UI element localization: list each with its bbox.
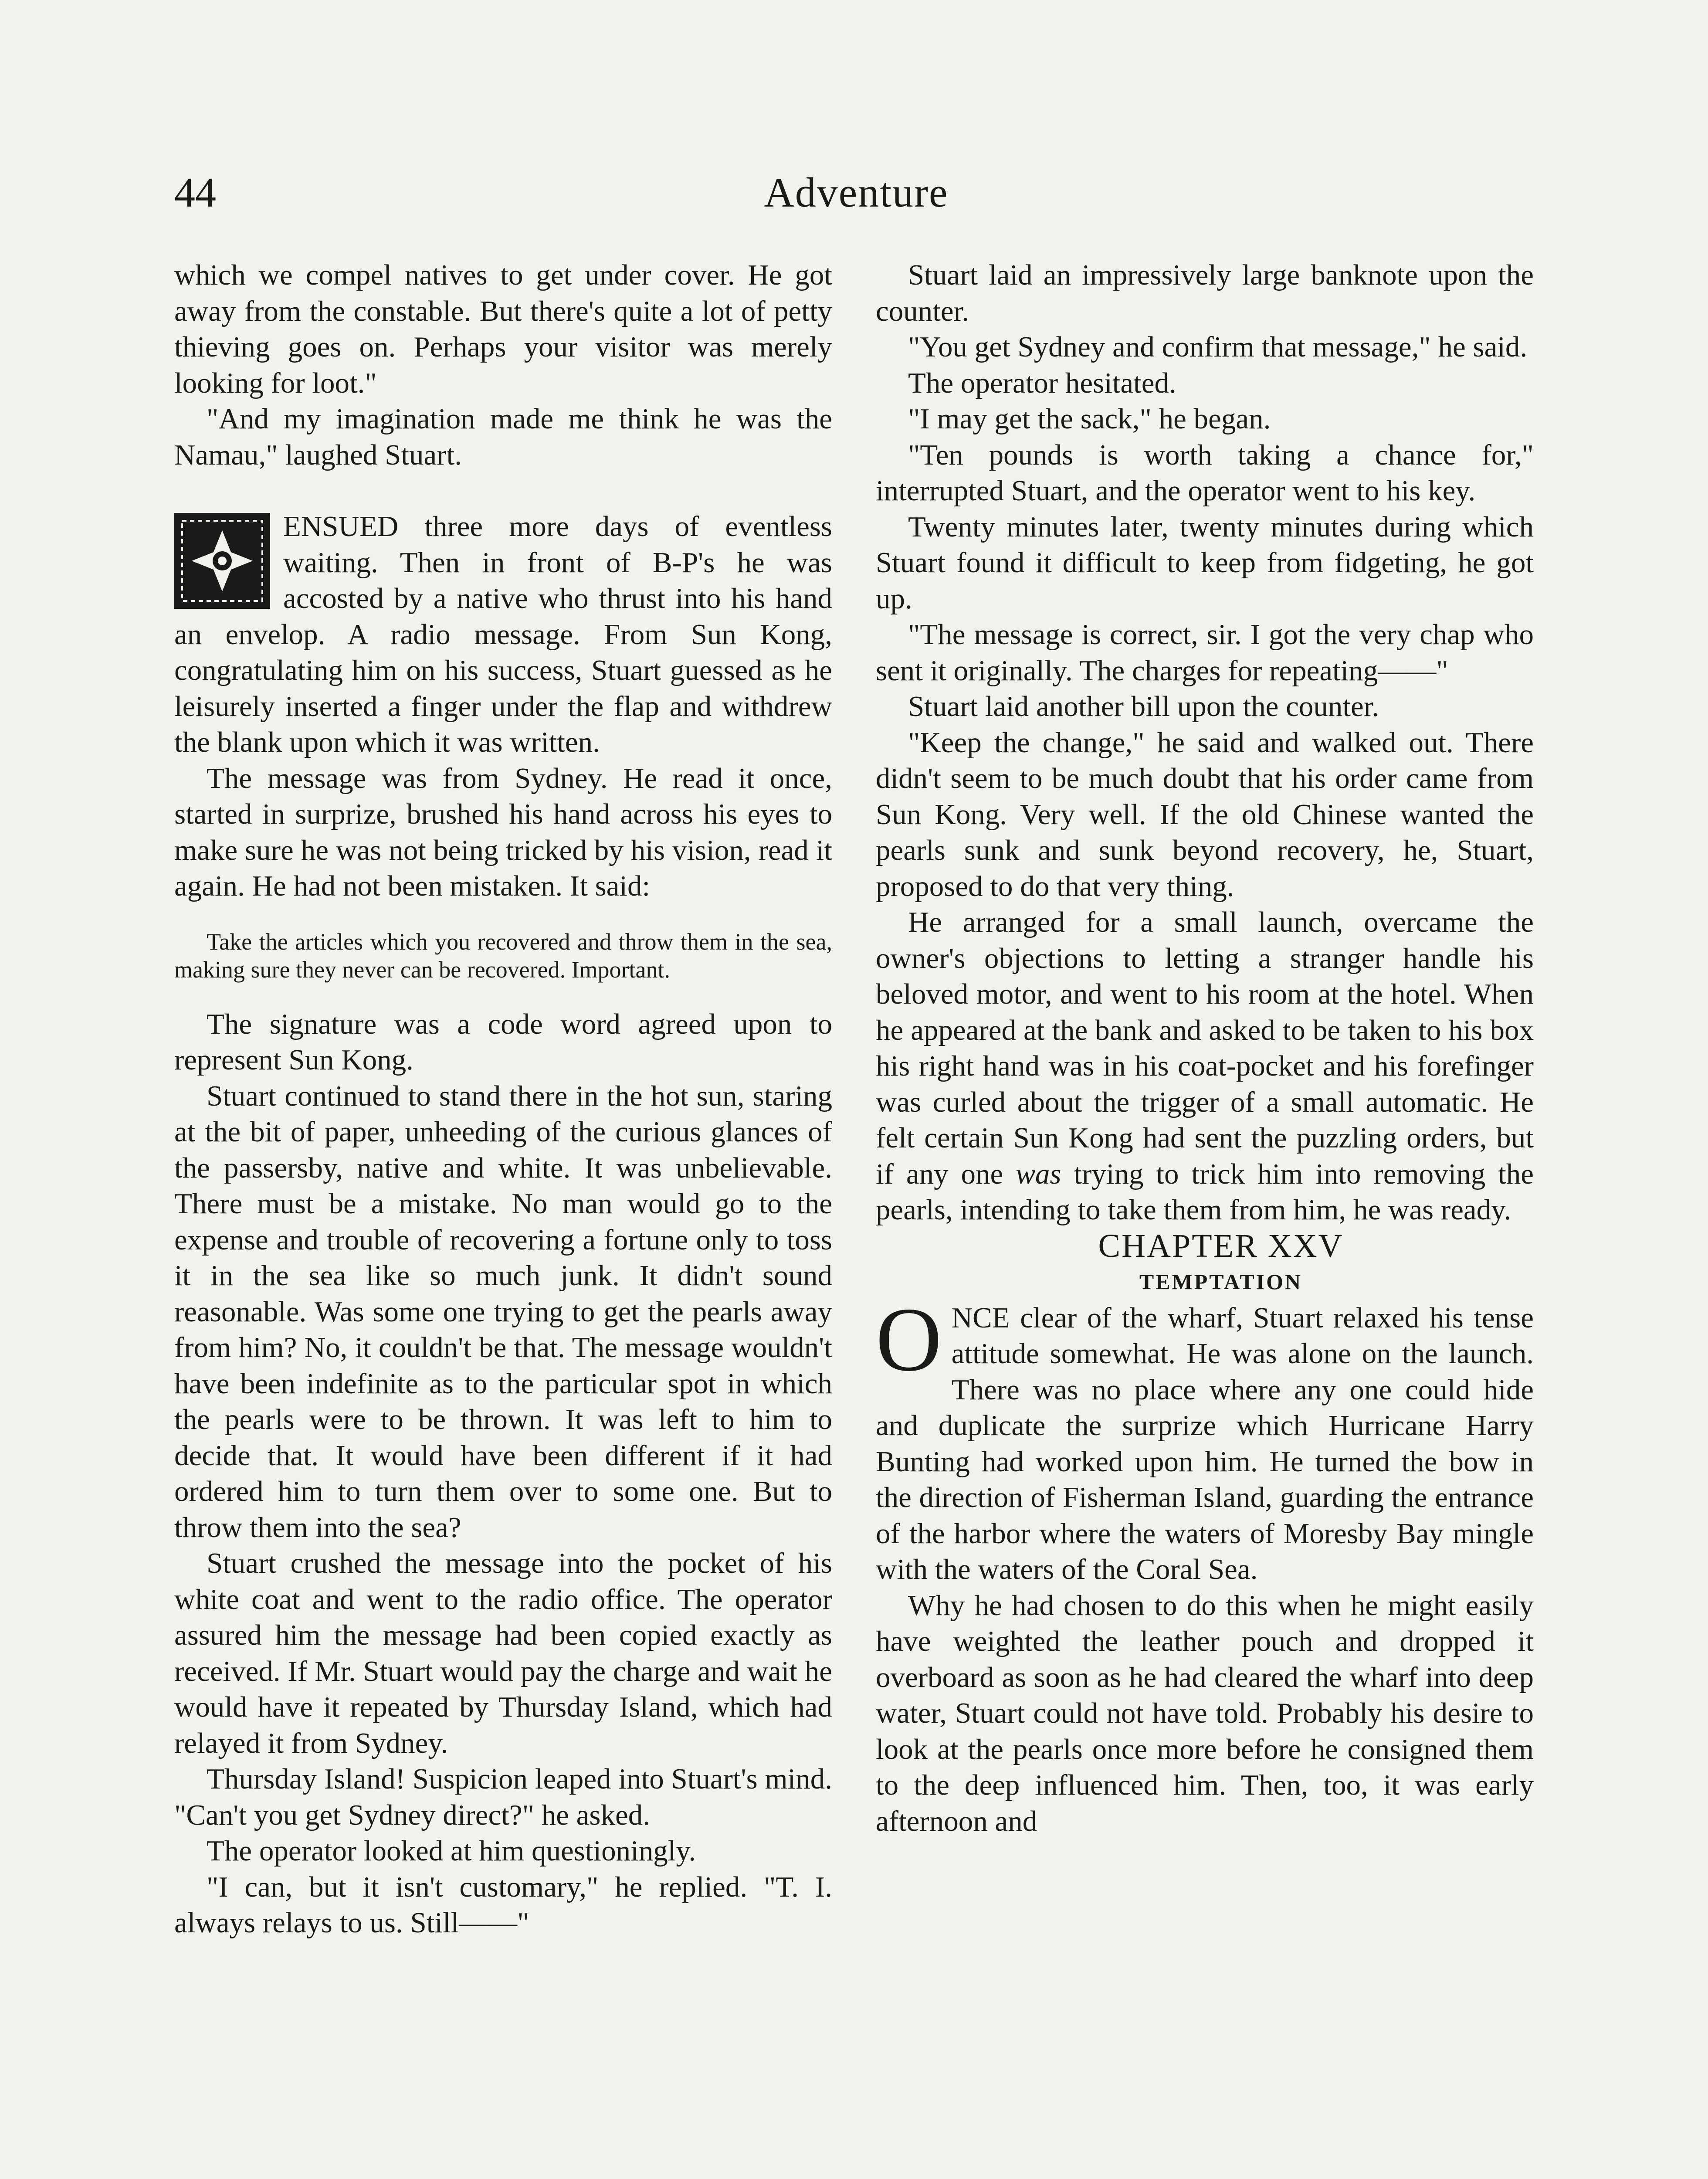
left-column [174, 257, 832, 1941]
paragraph: Stuart continued to stand there in the hot sun, staring at the bit of paper, unheeding of the curious glances of the passersby, native and white. It was unbelievable. There must be a mistake. No man would go to the expense and trouble of recovering a fortune only to toss it in the sea like so much junk. It didn't sound reasonable. Was some one trying to get the pearls away from him? No, it couldn't be that. The message wouldn't have been indefinite as to the particular spot in which the pearls were to be thrown. It was left to him to decide that. It would have been different if it had ordered him to turn them over to some one. But to throw them into the sea? [174, 1079, 832, 1544]
quote-text: Take the articles which you recovered and throw them in the sea, making sure they never can be recovered. Important. [174, 928, 832, 983]
paragraph: The signature was a code word agreed upon to represent Sun Kong. [174, 1008, 832, 1076]
paragraph [876, 904, 1534, 1228]
chapter-title: CHAPTER XXV [1098, 1227, 1344, 1264]
drop-cap: O [876, 1289, 942, 1390]
running-head: Adventure [764, 169, 949, 216]
block-quote [174, 928, 832, 984]
cross-ornament-icon [174, 513, 270, 609]
paragraph: "I may get the sack," he began. [908, 403, 1271, 435]
paragraph: The operator looked at him questioningly. [207, 1835, 696, 1867]
paragraph-text: He arranged for a small launch, overcame the owner's objections to letting a stranger handle his beloved motor, and went to his room at the hotel. When he appeared at the bank and asked to be taken to his box his right hand was in his coat-pocket and his forefinger was curled about the trigger of a small automatic. He felt certain Sun Kong had sent the puzzling orders, but if any one [876, 906, 1534, 1190]
emphasis: was [1016, 1157, 1061, 1190]
paragraph-text: trying to trick him into removing the pearls, intending to take them from him, he was ready. [876, 1157, 1534, 1226]
paragraph-text: NCE clear of the wharf, Stuart relaxed his tense attitude somewhat. He was alone on the launch. There was no place where any one could hide and duplicate the surprize which Hurricane Harry Bunting had worked upon him. He turned the bow in the direction of Fisherman Island, guarding the entrance of the harbor where the waters of Moresby Bay mingle with the waters of the Coral Sea. [876, 1301, 1534, 1585]
paragraph-dropcap [876, 1289, 1534, 1588]
paragraph: "You get Sydney and confirm that message," he said. [908, 331, 1528, 363]
page-header [174, 162, 1538, 223]
paragraph: The operator hesitated. [908, 367, 1176, 399]
paragraph: The message was from Sydney. He read it once, started in surprize, brushed his hand across his eyes to make sure he was not being tricked by his vision, read it again. He had not been mistaken. It said: [174, 762, 832, 902]
paragraph: "Keep the change," he said and walked out. There didn't seem to be much doubt that his order came from Sun Kong. Very well. If the old Chinese wanted the pearls sunk and sunk beyond recovery, he, Stuart, proposed to do that very thing. [876, 726, 1534, 903]
chapter-subtitle: TEMPTATION [1139, 1269, 1303, 1294]
paragraph-ornamented [174, 509, 832, 760]
paragraph: "Ten pounds is worth taking a chance for," interrupted Stuart, and the operator went to his key. [876, 438, 1534, 507]
paragraph-text: ENSUED three more days of eventless waiting. Then in front of B-P's he was accosted by a native who thrust into his hand an envelop. A radio message. From Sun Kong, congratulating him on his success, Stuart guessed as he leisurely inserted a finger under the flap and withdrew the blank upon which it was written. [174, 510, 832, 758]
page-number: 44 [174, 169, 216, 216]
paragraph: "And my imagination made me think he was the Namau," laughed Stuart. [174, 403, 832, 471]
paragraph: Twenty minutes later, twenty minutes during which Stuart found it difficult to keep from fidgeting, he got up. [876, 510, 1534, 615]
paragraph: Stuart crushed the message into the pocket of his white coat and went to the radio office. The operator assured him the message had been copied exactly as received. If Mr. Stuart would pay the charge and wait he would have it repeated by Thursday Island, which had relayed it from Sydney. [174, 1547, 832, 1759]
paragraph: which we compel natives to get under cover. He got away from the constable. But there's quite a lot of petty thieving goes on. Perhaps your visitor was merely looking for loot." [174, 259, 832, 399]
paragraph: "I can, but it isn't customary," he replied. "T. I. always relays to us. Still——" [174, 1870, 832, 1939]
paragraph: Stuart laid an impressively large banknote upon the counter. [876, 259, 1534, 327]
right-column [876, 257, 1534, 1839]
paragraph: "The message is correct, sir. I got the very chap who sent it originally. The charges for repeating——" [876, 618, 1534, 687]
paragraph: Why he had chosen to do this when he might easily have weighted the leather pouch and dropped it overboard as soon as he had cleared the wharf into deep water, Stuart could not have told. Probably his desire to look at the pearls once more before he consigned them to the deep influenced him. Then, too, it was early afternoon and [876, 1589, 1534, 1837]
paragraph: Stuart laid another bill upon the counter. [908, 690, 1379, 723]
paragraph: Thursday Island! Suspicion leaped into Stuart's mind. "Can't you get Sydney direct?" he asked. [174, 1763, 832, 1831]
